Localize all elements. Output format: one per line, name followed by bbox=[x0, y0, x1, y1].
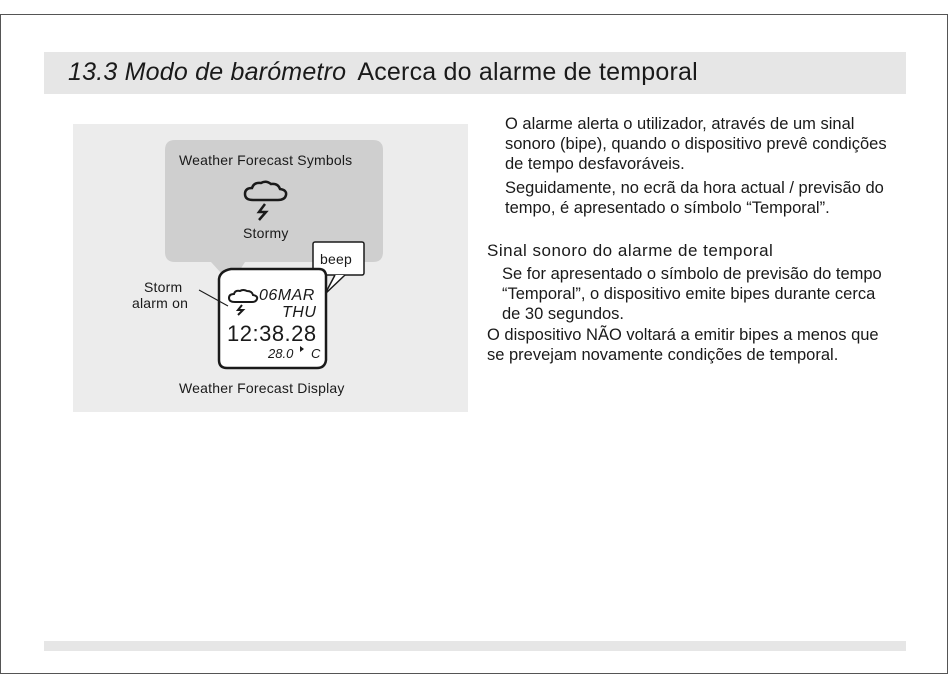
figure-panel bbox=[73, 124, 468, 412]
section-number: 13.3 bbox=[68, 58, 118, 86]
storm-label-line2: alarm on bbox=[132, 295, 189, 311]
stormy-caption: Stormy bbox=[243, 225, 289, 241]
display-time: 12:38.28 bbox=[227, 321, 317, 346]
forecast-symbols-title: Weather Forecast Symbols bbox=[179, 152, 353, 168]
display-day: THU bbox=[282, 304, 317, 321]
storm-label-line1: Storm bbox=[144, 279, 183, 295]
paragraph-no-repeat: O dispositivo NÃO voltará a emitir bipes a menos que se prevejam novamente condições de temporal. bbox=[487, 326, 879, 364]
display-temperature-unit: C bbox=[311, 346, 321, 361]
title-bar bbox=[44, 52, 906, 94]
paragraph-beep-duration: Se for apresentado o símbolo de previsão do tempo “Temporal”, o dispositivo emite bipes durante cerca de 30 segundos. bbox=[502, 265, 882, 323]
section-subheading: Sinal sonoro do alarme de temporal bbox=[487, 241, 774, 260]
display-caption: Weather Forecast Display bbox=[179, 380, 345, 396]
beep-pointer bbox=[325, 275, 345, 294]
display-temperature: 28.0 bbox=[268, 346, 294, 361]
topic-title: Acerca do alarme de temporal bbox=[357, 58, 698, 86]
paragraph-alarm-intro: O alarme alerta o utilizador, através de um sinal sonoro (bipe), quando o dispositivo prevê condições de tempo desfavoráveis. bbox=[505, 115, 887, 173]
footer-bar bbox=[44, 641, 906, 651]
section-title: Modo de barómetro bbox=[124, 58, 347, 86]
beep-label: beep bbox=[320, 251, 352, 267]
paragraph-symbol-shown: Seguidamente, no ecrã da hora actual / previsão do tempo, é apresentado o símbolo “Temporal”. bbox=[505, 179, 884, 217]
display-date: 06MAR bbox=[259, 287, 315, 304]
page-title bbox=[68, 58, 698, 87]
